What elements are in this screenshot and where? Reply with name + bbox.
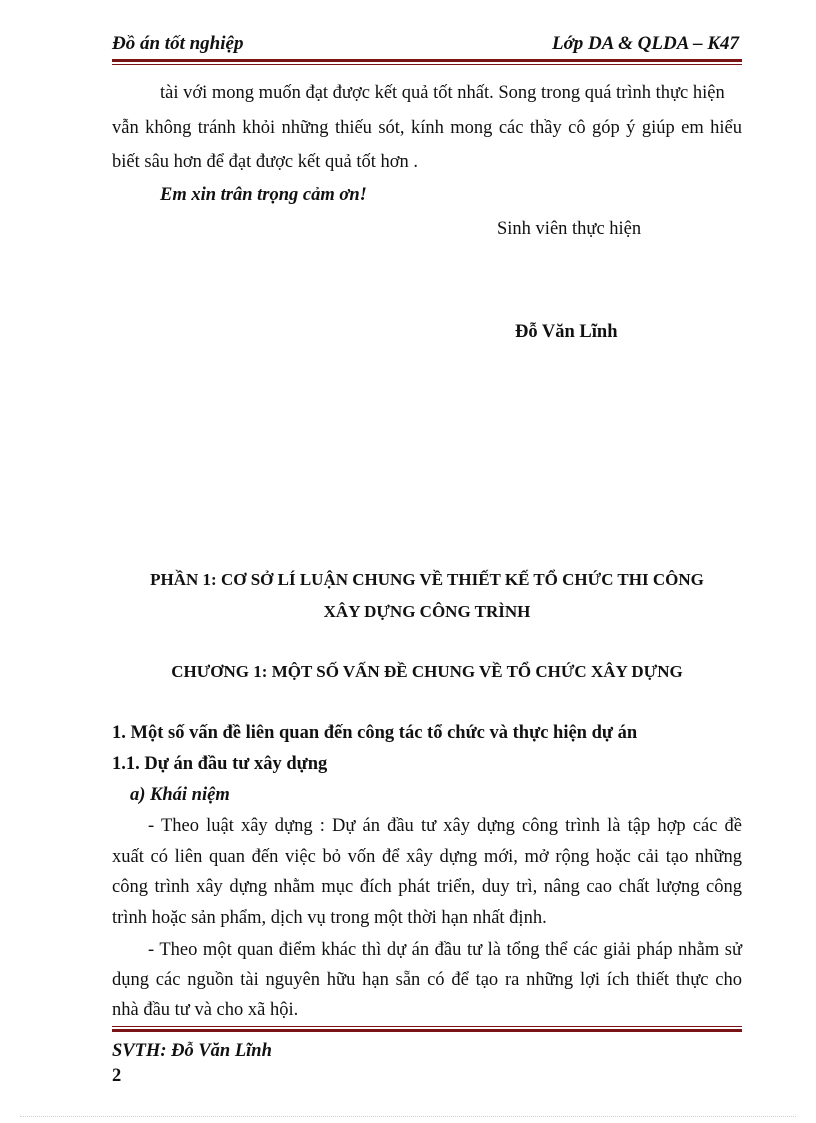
footer-rule-thin	[112, 1026, 742, 1027]
part-title-line-2: XÂY DỰNG CÔNG TRÌNH	[323, 602, 531, 621]
para1-line-3: công trình xây dựng nhằm mục đích phát triển, duy trì, nâng cao chất lượng công	[112, 877, 742, 897]
intro-line-3: biết sâu hơn để đạt được kết quả tốt hơn .	[112, 152, 419, 172]
footer-author: SVTH: Đỗ Văn Lĩnh	[112, 1041, 272, 1061]
intro-line-2: vẫn không tránh khỏi những thiếu sót, kính mong các thầy cô góp ý giúp em hiểu	[112, 118, 742, 138]
subsection-a-heading: a) Khái niệm	[130, 785, 230, 805]
para1-line-2: xuất có liên quan đến việc bỏ vốn để xây dựng mới, mở rộng hoặc cải tạo những	[112, 847, 742, 867]
para1-line-1: - Theo luật xây dựng : Dự án đầu tư xây dựng công trình là tập hợp các đề	[148, 816, 742, 836]
header-rule-thick	[112, 59, 742, 62]
chapter-title: CHƯƠNG 1: MỘT SỐ VẤN ĐỀ CHUNG VỀ TỔ CHỨC XÂY DỰNG	[171, 662, 683, 681]
para1-line-4: trình hoặc sản phẩm, dịch vụ trong một thời hạn nhất định.	[112, 908, 547, 928]
header-rule-thin	[112, 64, 742, 65]
section-1-1-heading: 1.1. Dự án đầu tư xây dựng	[112, 754, 328, 774]
signature-name: Đỗ Văn Lĩnh	[515, 322, 618, 342]
header-class: Lớp DA & QLDA – K47	[552, 33, 740, 54]
part-title-line-1: PHẦN 1: CƠ SỞ LÍ LUẬN CHUNG VỀ THIẾT KẾ TỔ CHỨC THI CÔNG	[150, 570, 704, 589]
para2-line-2: dụng các nguồn tài nguyên hữu hạn sẵn có để tạo ra những lợi ích thiết thực cho	[112, 970, 742, 990]
para2-line-3: nhà đầu tư và cho xã hội.	[112, 1000, 299, 1020]
para2-line-1: - Theo một quan điểm khác thì dự án đầu tư là tổng thể các giải pháp nhằm sử	[148, 940, 742, 960]
intro-line-1: tài với mong muốn đạt được kết quả tốt nhất. Song trong quá trình thực hiện	[160, 83, 725, 103]
footer-rule-thick	[112, 1029, 742, 1032]
page-edge-dotted-line	[20, 1116, 796, 1117]
page-number: 2	[112, 1066, 122, 1086]
signature-role: Sinh viên thực hiện	[497, 219, 642, 239]
thanks-line: Em xin trân trọng cảm ơn!	[160, 185, 367, 205]
section-1-heading: 1. Một số vấn đề liên quan đến công tác tổ chức và thực hiện dự án	[112, 723, 638, 743]
header-title: Đồ án tốt nghiệp	[112, 33, 244, 54]
